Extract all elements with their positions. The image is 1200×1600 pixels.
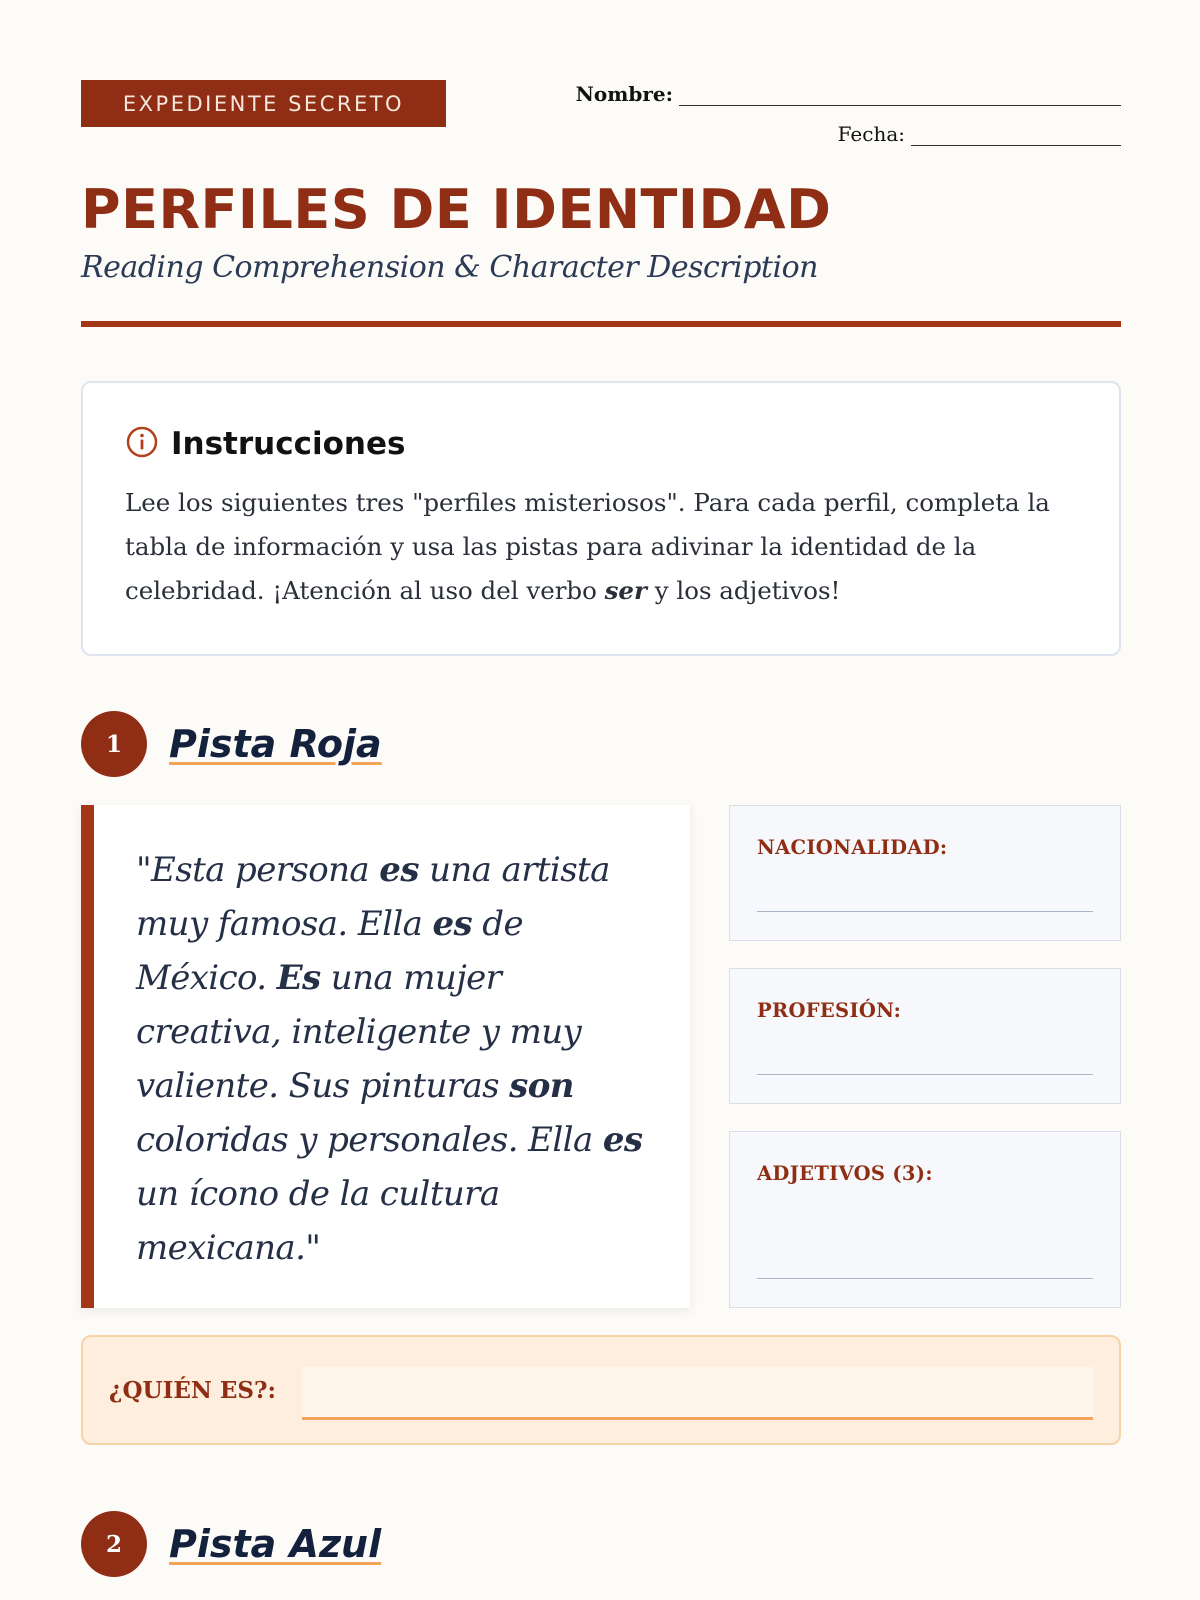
who-is-label: ¿QUIÉN ES?: (109, 1376, 276, 1404)
name-field[interactable] (576, 82, 1121, 106)
nationality-answer-line[interactable] (757, 911, 1093, 912)
profile-quote-card (81, 805, 690, 1308)
section-title: Pista Roja (169, 722, 382, 766)
name-label: Nombre: (575, 82, 673, 106)
instructions-header (125, 425, 1077, 463)
section-number-badge: 1 (81, 711, 147, 777)
instructions-text: Lee los siguientes tres "perfiles misteriosos". Para cada perfil, completa la tabla de información y usa las pistas para adivinar la identidad de la celebridad. ¡Atención al uso del verbo ser y los adjetivos! (125, 488, 1050, 605)
profession-box[interactable] (729, 968, 1121, 1104)
section-number-badge: 2 (81, 1511, 147, 1577)
who-is-box (81, 1335, 1121, 1445)
adjectives-answer-line[interactable] (757, 1278, 1093, 1279)
profile-quote-text: "Esta persona es una artista muy famosa. Ella es de México. Es una mujer creativa, inteligente y muy valiente. Sus pinturas son coloridas y personales. Ella es un ícono de la cultura mexicana." (136, 850, 643, 1268)
page-title: PERFILES DE IDENTIDAD (81, 178, 832, 241)
title-divider (81, 321, 1121, 327)
date-blank-line[interactable] (911, 127, 1121, 146)
instructions-box (81, 381, 1121, 656)
who-is-answer-field[interactable] (302, 1367, 1093, 1420)
profession-answer-line[interactable] (757, 1074, 1093, 1075)
name-blank-line[interactable] (679, 87, 1121, 106)
section-title: Pista Azul (169, 1522, 382, 1566)
section-heading-1 (81, 711, 382, 777)
info-icon (125, 425, 159, 463)
date-label: Fecha: (837, 122, 905, 146)
instructions-heading: Instrucciones (171, 426, 406, 462)
nationality-label: NACIONALIDAD: (757, 836, 948, 859)
section-heading-2 (81, 1511, 381, 1577)
page-subtitle: Reading Comprehension & Character Description (81, 250, 818, 285)
profession-label: PROFESIÓN: (757, 999, 902, 1022)
date-field[interactable] (838, 122, 1121, 146)
secret-file-tag: EXPEDIENTE SECRETO (81, 80, 446, 127)
adjectives-label: ADJETIVOS (3): (757, 1162, 933, 1185)
adjectives-box[interactable] (729, 1131, 1121, 1308)
nationality-box[interactable] (729, 805, 1121, 941)
verb-ser: ser (604, 576, 647, 605)
